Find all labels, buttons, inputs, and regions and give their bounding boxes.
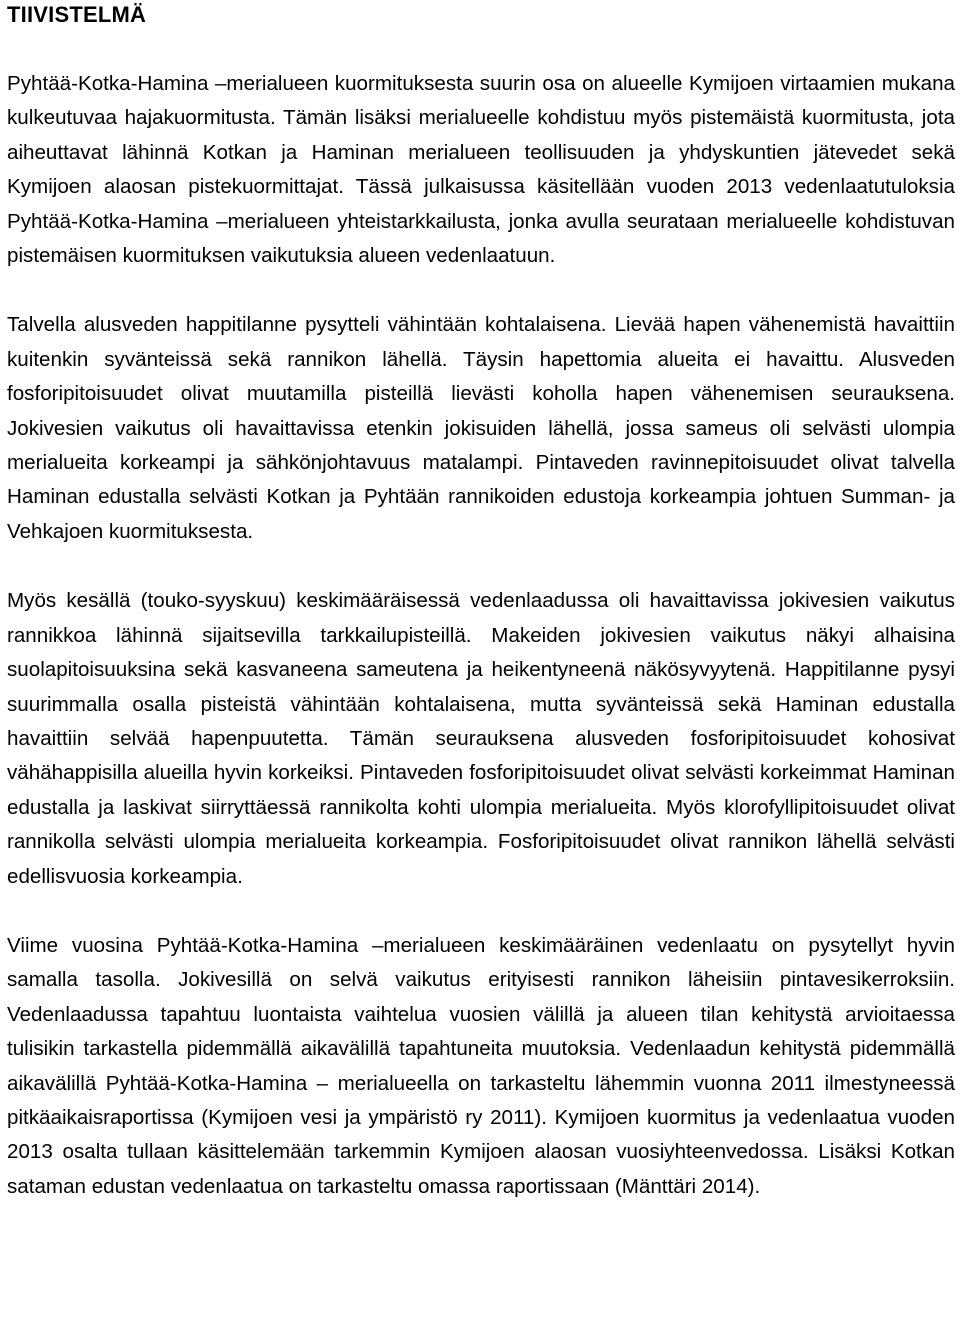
document-page xyxy=(7,0,955,1204)
paragraph-long-term-trends: Viime vuosina Pyhtää-Kotka-Hamina –merialueen keskimääräinen vedenlaatu on pysytellyt hyvin samalla tasolla. Jokivesillä on selvä vaikutus erityisesti rannikon läheisiin pintavesikerroksiin. Vedenlaadussa tapahtuu luontaista vaihtelua vuosien välillä ja alueen tilan kehitystä arvioitaessa tulisikin tarkastella pidemmällä aikavälillä tapahtuneita muutoksia. Vedenlaadun kehitystä pidemmällä aikavälillä Pyhtää-Kotka-Hamina – merialueella on tarkasteltu lähemmin vuonna 2011 ilmestyneessä pitkäaikaisraportissa (Kymijoen vesi ja ympäristö ry 2011). Kymijoen kuormitus ja vedenlaatua vuoden 2013 osalta tullaan käsittelemään tarkemmin Kymijoen alaosan vuosiyhteenvedossa. Lisäksi Kotkan sataman edustan vedenlaatua on tarkasteltu omassa raportissaan (Mänttäri 2014). xyxy=(7,933,955,1198)
paragraph-loading-overview: Pyhtää-Kotka-Hamina –merialueen kuormituksesta suurin osa on alueelle Kymijoen virtaamien mukana kulkeutuvaa hajakuormitusta. Tämän lisäksi merialueelle kohdistuu myös pistemäistä kuormitusta, jota aiheuttavat lähinnä Kotkan ja Haminan merialueen teollisuuden ja yhdyskuntien jätevedet sekä Kymijoen alaosan pistekuormittajat. Tässä julkaisussa käsitellään vuoden 2013 vedenlaatutuloksia Pyhtää-Kotka-Hamina –merialueen yhteistarkkailusta, jonka avulla seurataan merialueelle kohdistuvan pistemäisen kuormituksen vaikutuksia alueen vedenlaatuun. xyxy=(7,72,955,268)
summary-heading: TIIVISTELMÄ xyxy=(7,2,147,27)
paragraph-winter-results: Talvella alusveden happitilanne pysytteli vähintään kohtalaisena. Lievää hapen vähenemistä havaittiin kuitenkin syvänteissä sekä rannikon lähellä. Täysin hapettomia alueita ei havaittu. Alusveden fosforipitoisuudet olivat muutamilla pisteillä lievästi koholla hapen vähenemisen seurauksena. Jokivesien vaikutus oli havaittavissa etenkin jokisuiden lähellä, jossa sameus oli selvästi ulompia merialueita korkeampi ja sähkönjohtavuus matalampi. Pintaveden ravinnepitoisuudet olivat talvella Haminan edustalla selvästi Kotkan ja Pyhtään rannikoiden edustoja korkeampia johtuen Summan- ja Vehkajoen kuormituksesta. xyxy=(7,313,955,543)
paragraph-summer-results: Myös kesällä (touko-syyskuu) keskimääräisessä vedenlaadussa oli havaittavissa jokivesien vaikutus rannikkoa lähinnä sijaitsevilla tarkkailupisteillä. Makeiden jokivesien vaikutus näkyi alhaisina suolapitoisuuksina sekä kasvaneena sameutena ja heikentyneenä näkösyvyytenä. Happitilanne pysyi suurimmalla osalla pisteistä vähintään kohtalaisena, mutta syvänteissä sekä Haminan edustalla havaittiin selvää hapenpuutetta. Tämän seurauksena alusveden fosforipitoisuudet kohosivat vähähappisilla alueilla hyvin korkeiksi. Pintaveden fosforipitoisuudet olivat selvästi korkeimmat Haminan edustalla ja laskivat siirryttäessä rannikolta kohti ulompia merialueita. Myös klorofyllipitoisuudet olivat rannikolla selvästi ulompia merialueita korkeampia. Fosforipitoisuudet olivat rannikon lähellä selvästi edellisvuosia korkeampia. xyxy=(7,589,955,888)
